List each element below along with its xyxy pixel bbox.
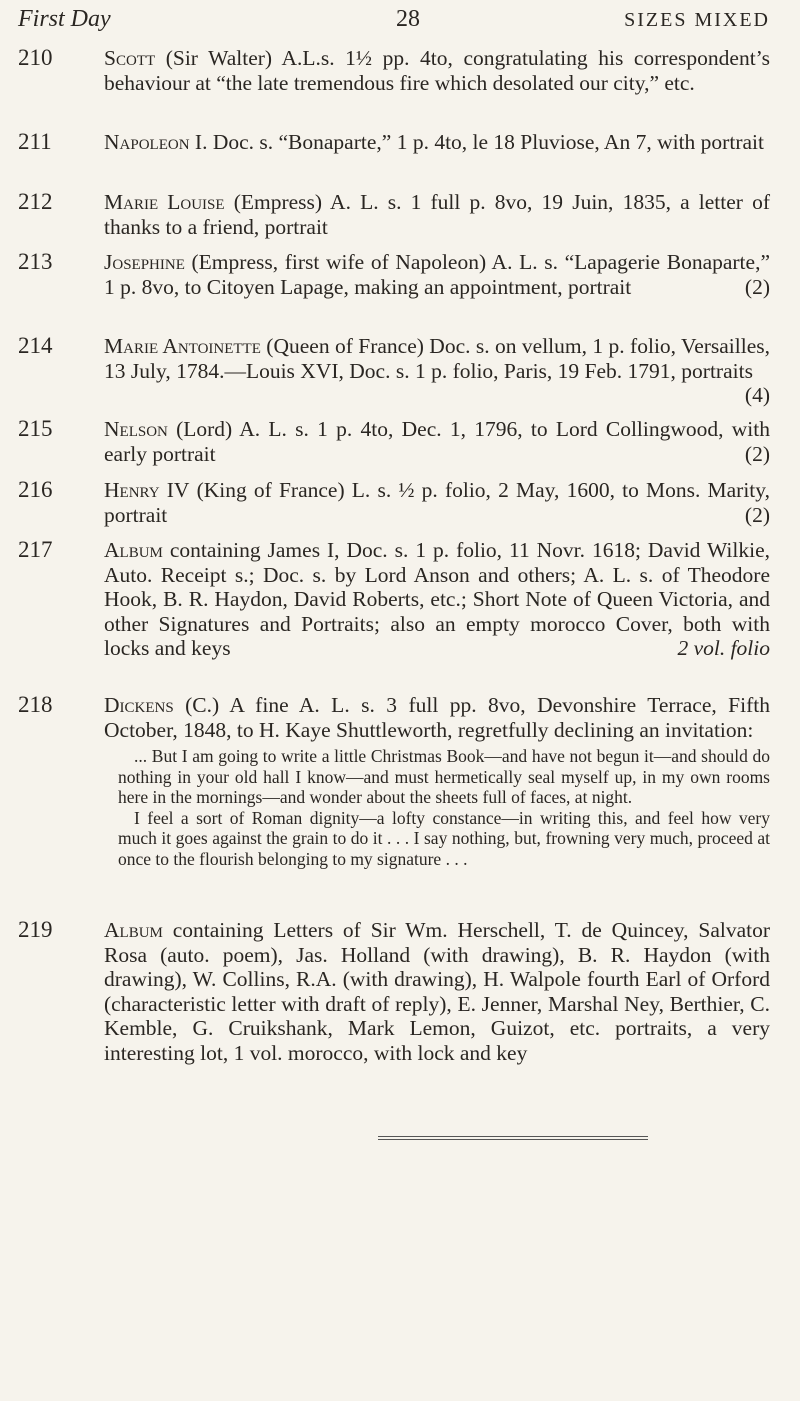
- lot-number: 215: [18, 416, 53, 441]
- lot-name: Marie Antoinette: [104, 334, 261, 358]
- lot-number: 216: [18, 477, 53, 502]
- lot-description: [104, 538, 770, 661]
- running-head-category: SIZES MIXED: [624, 9, 770, 31]
- lot-quantity: (2): [744, 274, 770, 299]
- lot-entry: [18, 918, 770, 1065]
- lot-number: 219: [18, 917, 53, 942]
- lot-text: containing James I, Doc. s. 1 p. folio, 11 Novr. 1618; David Wilkie, Auto. Receipt s.; Doc. s. by Lord Anson and others; A. L. s. of Theodore Hook, B. R. Haydon, David Roberts, etc.; Short Note of Queen Victoria, and other Signatures and Portraits; also an empty morocco Cover, both with locks and keys: [104, 538, 771, 660]
- lot-number: 213: [18, 249, 53, 274]
- lot-text: (Sir Walter) A.L.s. 1½ pp. 4to, congratulating his correspondent’s behaviour at “the late tremendous fire which desolated our city,” etc.: [104, 46, 771, 95]
- lot-entry: [18, 130, 770, 155]
- lot-description: [104, 693, 770, 742]
- lot-text: I. Doc. s. “Bonaparte,” 1 p. 4to, le 18 Pluviose, An 7, with portrait: [194, 130, 764, 154]
- lot-quantity: (2): [744, 502, 770, 527]
- lot-entry: [18, 417, 770, 466]
- running-head: [18, 6, 770, 42]
- lot-text: (C.) A fine A. L. s. 3 full pp. 8vo, Devonshire Terrace, Fifth October, 1848, to H. Kaye Shuttleworth, regretfully declining an invitation:: [104, 693, 770, 742]
- lot-description: [104, 130, 770, 155]
- lot-text: (Empress, first wife of Napoleon) A. L. s. “Lapagerie Bonaparte,” 1 p. 8vo, to Citoyen Lapage, making an appointment, portrait: [104, 250, 770, 299]
- lot-entry: [18, 693, 770, 869]
- lot-name: Napoleon: [104, 130, 190, 154]
- lot-number: 211: [18, 129, 52, 154]
- lot-text: (Queen of France) Doc. s. on vellum, 1 p. folio, Versailles, 13 July, 1784.—Louis XVI, Doc. s. 1 p. folio, Paris, 19 Feb. 1791, portraits: [104, 334, 771, 383]
- lot-description: [104, 417, 770, 466]
- lot-entry: [18, 478, 770, 527]
- lot-entry: [18, 46, 770, 95]
- lot-quantity: 2 vol. folio: [677, 636, 770, 660]
- running-head-section: First Day: [18, 6, 111, 32]
- lot-quantity: (2): [744, 441, 770, 466]
- lot-entry: [18, 250, 770, 299]
- lot-name: Marie Louise: [104, 190, 225, 214]
- lot-number: 217: [18, 537, 53, 562]
- lot-entry: [18, 334, 770, 408]
- page-number: 28: [396, 6, 420, 32]
- lot-name: Dickens: [104, 693, 174, 717]
- lot-description: [104, 46, 770, 95]
- lot-name: Album: [104, 538, 163, 562]
- lot-name: Scott: [104, 46, 156, 70]
- lot-entry: [18, 538, 770, 661]
- lot-description: [104, 190, 770, 239]
- letter-excerpt: I feel a sort of Roman dignity—a lofty constance—in writing this, and feel how very much it goes against the grain to do it . . . I say nothing, but, frowning very much, proceed at once to the flourish belonging to my signature . . .: [118, 807, 770, 869]
- lot-text: (Lord) A. L. s. 1 p. 4to, Dec. 1, 1796, to Lord Collingwood, with early portrait: [104, 417, 770, 466]
- lot-description: [104, 478, 770, 527]
- lot-number: 214: [18, 333, 53, 358]
- letter-excerpt: ... But I am going to write a little Christmas Book—and have not begun it—and should do nothing in your old hall I know—and must hermetically seal myself up, in my own rooms here in the mornings—and wonder about the sheets full of faces, at night.: [118, 746, 770, 807]
- lot-text: (Empress) A. L. s. 1 full p. 8vo, 19 Juin, 1835, a letter of thanks to a friend, portrait: [104, 190, 770, 239]
- lot-name: Henry IV: [104, 478, 190, 502]
- lot-description: [104, 334, 771, 407]
- lot-entry: [18, 190, 770, 239]
- lot-number: 218: [18, 692, 53, 717]
- lot-name: Josephine: [104, 250, 185, 274]
- lot-text: containing Letters of Sir Wm. Herschell, T. de Quincey, Salvator Rosa (auto. poem), Jas. Holland (with drawing), B. R. Haydon (with drawing), W. Collins, R.A. (with drawing), H. Walpole fourth Earl of Orford (characteristic letter with draft of reply), E. Jenner, Marshal Ney, Berthier, C. Kemble, G. Cruikshank, Mark Lemon, Guizot, etc. portraits, a very interesting lot, 1 vol. morocco, with lock and key: [104, 918, 771, 1065]
- lot-name: Nelson: [104, 417, 168, 441]
- lot-quantity: (4): [744, 383, 770, 407]
- lot-description: [104, 918, 770, 1065]
- lot-description: [104, 250, 770, 299]
- end-rule: [378, 1136, 648, 1140]
- lot-name: Album: [104, 918, 163, 942]
- lot-number: 212: [18, 189, 53, 214]
- lot-number: 210: [18, 45, 53, 70]
- lot-text: (King of France) L. s. ½ p. folio, 2 May, 1600, to Mons. Marity, portrait: [104, 478, 771, 527]
